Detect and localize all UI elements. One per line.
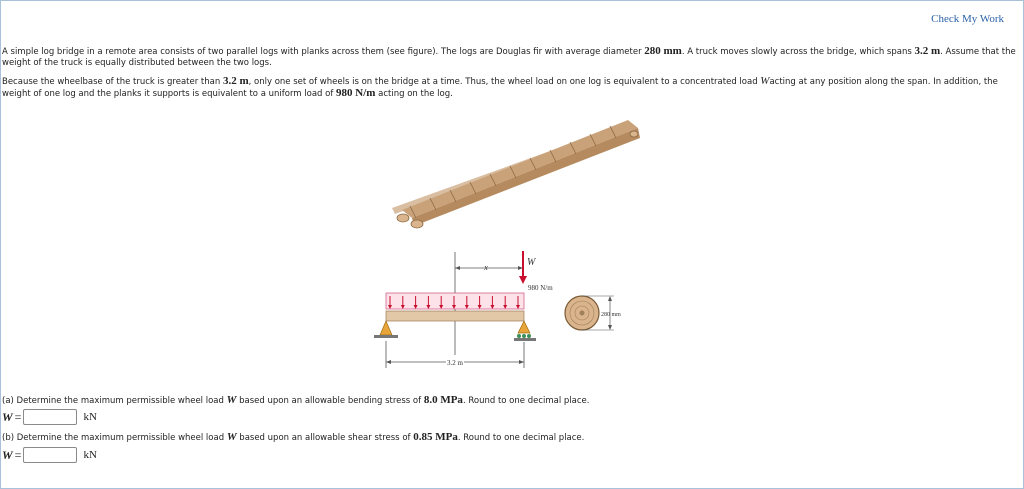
answer-row-a <box>2 408 97 426</box>
question-b <box>2 431 584 444</box>
p1-text-e: . Assume that the weight of the truck is equally distributed between the two logs. <box>2 47 1016 68</box>
qb-text-3: . Round to one decimal place. <box>457 433 585 443</box>
problem-paragraph-2 <box>2 76 1018 100</box>
qb-w: W <box>226 431 237 443</box>
span-label: 3.2 m <box>447 359 463 367</box>
qa-stress: 8.0 MPa <box>423 394 463 406</box>
pin-support <box>380 321 392 335</box>
question-a <box>2 394 589 407</box>
x-label: x <box>484 263 488 272</box>
p2-load-w: W <box>760 75 770 87</box>
answer-a-unit: kN <box>83 411 97 423</box>
p2-text-g: acting on the log. <box>375 89 453 99</box>
p2-dist-load: 980 N/m <box>336 87 376 99</box>
dist-load-label: 980 N/m <box>528 284 553 292</box>
answer-b-unit: kN <box>83 449 97 461</box>
load-w-label: W <box>527 257 536 268</box>
qa-text-2: based upon an allowable bending stress of <box>236 396 424 406</box>
answer-row-b <box>2 446 97 464</box>
qa-w: W <box>226 394 237 406</box>
qb-text-1: (b) Determine the maximum permissible wheel load <box>2 433 227 443</box>
diameter-label: 280 mm <box>601 312 621 318</box>
answer-a-input[interactable] <box>23 409 77 425</box>
p1-text-c: . A truck moves slowly across the bridge, which spans <box>681 47 915 57</box>
answer-b-input[interactable] <box>23 447 77 463</box>
p1-diameter: 280 mm <box>644 45 682 57</box>
qb-stress: 0.85 MPa <box>413 431 458 443</box>
answer-b-variable: W <box>2 447 13 462</box>
answer-a-equals: = <box>14 409 22 424</box>
qb-text-2: based upon an allowable shear stress of <box>236 433 414 443</box>
bridge-illustration <box>392 120 640 228</box>
log-cross-section <box>565 296 599 330</box>
log-beam <box>386 311 524 321</box>
p2-text-a: Because the wheelbase of the truck is greater than <box>2 77 223 87</box>
check-my-work-link[interactable]: Check My Work <box>931 13 1004 25</box>
p1-span: 3.2 m <box>914 45 941 57</box>
qa-text-3: . Round to one decimal place. <box>462 396 590 406</box>
p2-text-e: acting at any position along the span. In addition, the weight of one log and the planks it supports is equivalent to a uniform load of <box>2 77 998 99</box>
problem-paragraph-1 <box>2 46 1018 69</box>
answer-a-variable: W <box>2 409 13 424</box>
p2-text-c: , only one set of wheels is on the bridge at a time. Thus, the wheel load on one log is equivalent to a concentrated load <box>248 77 761 87</box>
p2-span: 3.2 m <box>222 75 249 87</box>
roller-support <box>518 321 530 333</box>
bridge-figure <box>370 110 650 380</box>
p1-text-a: A simple log bridge in a remote area consists of two parallel logs with planks across them (see figure). The logs are Douglas fir with average diameter <box>2 47 645 57</box>
answer-b-equals: = <box>14 447 22 462</box>
qa-text-1: (a) Determine the maximum permissible wheel load <box>2 396 227 406</box>
